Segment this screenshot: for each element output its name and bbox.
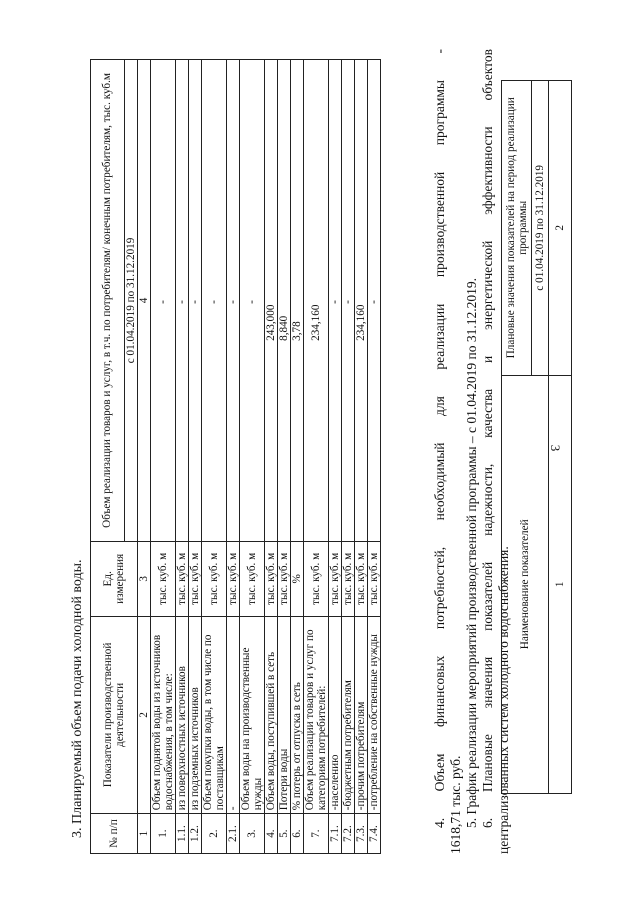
row-value: -: [368, 60, 381, 542]
row-name: Объем реализации товаров и услуг по категориям потребителей:: [304, 616, 329, 814]
water-supply-table: [90, 59, 381, 854]
row-num: 7.2.: [342, 814, 355, 854]
header-num: № п/п: [91, 814, 138, 854]
row-unit: тыс. куб. м: [265, 541, 278, 616]
table-row: [189, 60, 202, 854]
row-unit: тыс. куб. м: [189, 541, 202, 616]
table-index-row: [138, 60, 151, 854]
row-name: -: [227, 616, 240, 814]
row-unit: тыс. куб. м: [278, 541, 291, 616]
table-row: [278, 60, 291, 854]
index-cell: 1: [138, 814, 151, 854]
row-value: -: [176, 60, 189, 542]
row-name: Потери воды: [278, 616, 291, 814]
page-number: 3: [548, 444, 563, 452]
row-unit: тыс. куб. м: [368, 541, 381, 616]
row-num: 1.1.: [176, 814, 189, 854]
index-cell: 4: [138, 60, 151, 542]
row-unit: тыс. куб. м: [176, 541, 189, 616]
row-name: из подземных источников: [189, 616, 202, 814]
header-unit: Ед. измерения: [91, 541, 138, 616]
row-value: -: [151, 60, 176, 542]
index-cell: 2: [138, 616, 151, 814]
table-row: [151, 60, 176, 854]
header-name: Показатели производственной деятельности: [91, 616, 138, 814]
note-item-4-line2: 1618,71 тыс. руб.: [448, 755, 463, 854]
row-unit: тыс. куб. м: [342, 541, 355, 616]
table-row: [227, 60, 240, 854]
note-item-4-line1: 4. Объем финансовых потребностей, необходимый для реализации производственной программы -: [432, 49, 447, 828]
row-name: из поверхностных источников: [176, 616, 189, 814]
section-title: 3. Планируемый объем подачи холодной воды.: [70, 559, 85, 838]
row-num: 2.: [202, 814, 227, 854]
table-row: [240, 60, 265, 854]
row-name: -населению: [329, 616, 342, 814]
row-name: -потребление на собственные нужды: [368, 616, 381, 814]
indicators-table: [501, 80, 572, 794]
row-unit: тыс. куб. м: [240, 541, 265, 616]
row-value: -: [342, 60, 355, 542]
table-row: [176, 60, 189, 854]
table-row: [368, 60, 381, 854]
row-num: 2.1.: [227, 814, 240, 854]
row-value: -: [240, 60, 265, 542]
indicators-header-period: с 01.04.2019 по 31.12.2019: [532, 81, 549, 376]
table-row: [291, 60, 304, 854]
table-row: [342, 60, 355, 854]
row-value: 243,000: [265, 60, 278, 542]
row-value: -: [189, 60, 202, 542]
header-value: Объем реализации товаров и услуг, в т.ч. по потребителям/ конечным потребителям, тыс. куб.м: [91, 60, 125, 542]
row-value: -: [227, 60, 240, 542]
note-item-5: 5. График реализации мероприятий производственной программы – с 01.04.2019 по 31.12.2019.: [464, 277, 479, 828]
row-num: 6.: [291, 814, 304, 854]
table-row: [202, 60, 227, 854]
indicators-index-row: [549, 81, 572, 794]
row-unit: тыс. куб. м: [202, 541, 227, 616]
row-value: 8,840: [278, 60, 291, 542]
row-name: -прочим потребителям: [355, 616, 368, 814]
table-row: [265, 60, 278, 854]
header-period: с 01.04.2019 по 31.12.2019: [124, 60, 137, 542]
row-num: 7.4.: [368, 814, 381, 854]
table-row: [355, 60, 368, 854]
index-cell: 1: [549, 375, 572, 793]
row-name: Объем воды, поступившей в сеть: [265, 616, 278, 814]
row-name: Объем покупки воды, в том числе по поставщикам: [202, 616, 227, 814]
row-num: 3.: [240, 814, 265, 854]
row-name: -бюджетным потребителям: [342, 616, 355, 814]
row-value: 234,160: [304, 60, 329, 542]
indicators-header-plan: Плановые значения показателей на период реализации программы: [502, 81, 532, 376]
row-num: 7.3.: [355, 814, 368, 854]
note-item-6-line2: централизованных систем холодного водоснабжения.: [496, 546, 511, 854]
index-cell: 3: [138, 541, 151, 616]
row-value: 3,78: [291, 60, 304, 542]
row-unit: тыс. куб. м: [355, 541, 368, 616]
row-num: 7.: [304, 814, 329, 854]
table-row: [329, 60, 342, 854]
table-row: [304, 60, 329, 854]
row-unit: тыс. куб. м: [304, 541, 329, 616]
row-unit: тыс. куб. м: [227, 541, 240, 616]
row-value: -: [329, 60, 342, 542]
row-unit: %: [291, 541, 304, 616]
row-num: 7.1.: [329, 814, 342, 854]
note-item-6-line1: 6. Плановые значения показателей надежности, качества и энергетической эффективности объектов: [480, 49, 495, 828]
table-header-row: [91, 60, 125, 854]
indicators-header-name: Наименование показателей: [502, 375, 549, 793]
row-name: Объем воды на производственные нужды: [240, 616, 265, 814]
indicators-header-row: [502, 81, 532, 794]
row-unit: тыс. куб. м: [329, 541, 342, 616]
row-num: 5.: [278, 814, 291, 854]
row-name: Объем поднятой воды из источников водоснабжения, в том числе:: [151, 616, 176, 814]
notes-block: [432, 49, 512, 854]
row-num: 4.: [265, 814, 278, 854]
row-value: 234,160: [355, 60, 368, 542]
row-num: 1.: [151, 814, 176, 854]
row-value: -: [202, 60, 227, 542]
row-name: % потерь от отпуска в сеть: [291, 616, 304, 814]
rotated-page-content: [56, 36, 566, 866]
index-cell: 2: [549, 81, 572, 376]
row-unit: тыс. куб. м: [151, 541, 176, 616]
row-num: 1.2.: [189, 814, 202, 854]
